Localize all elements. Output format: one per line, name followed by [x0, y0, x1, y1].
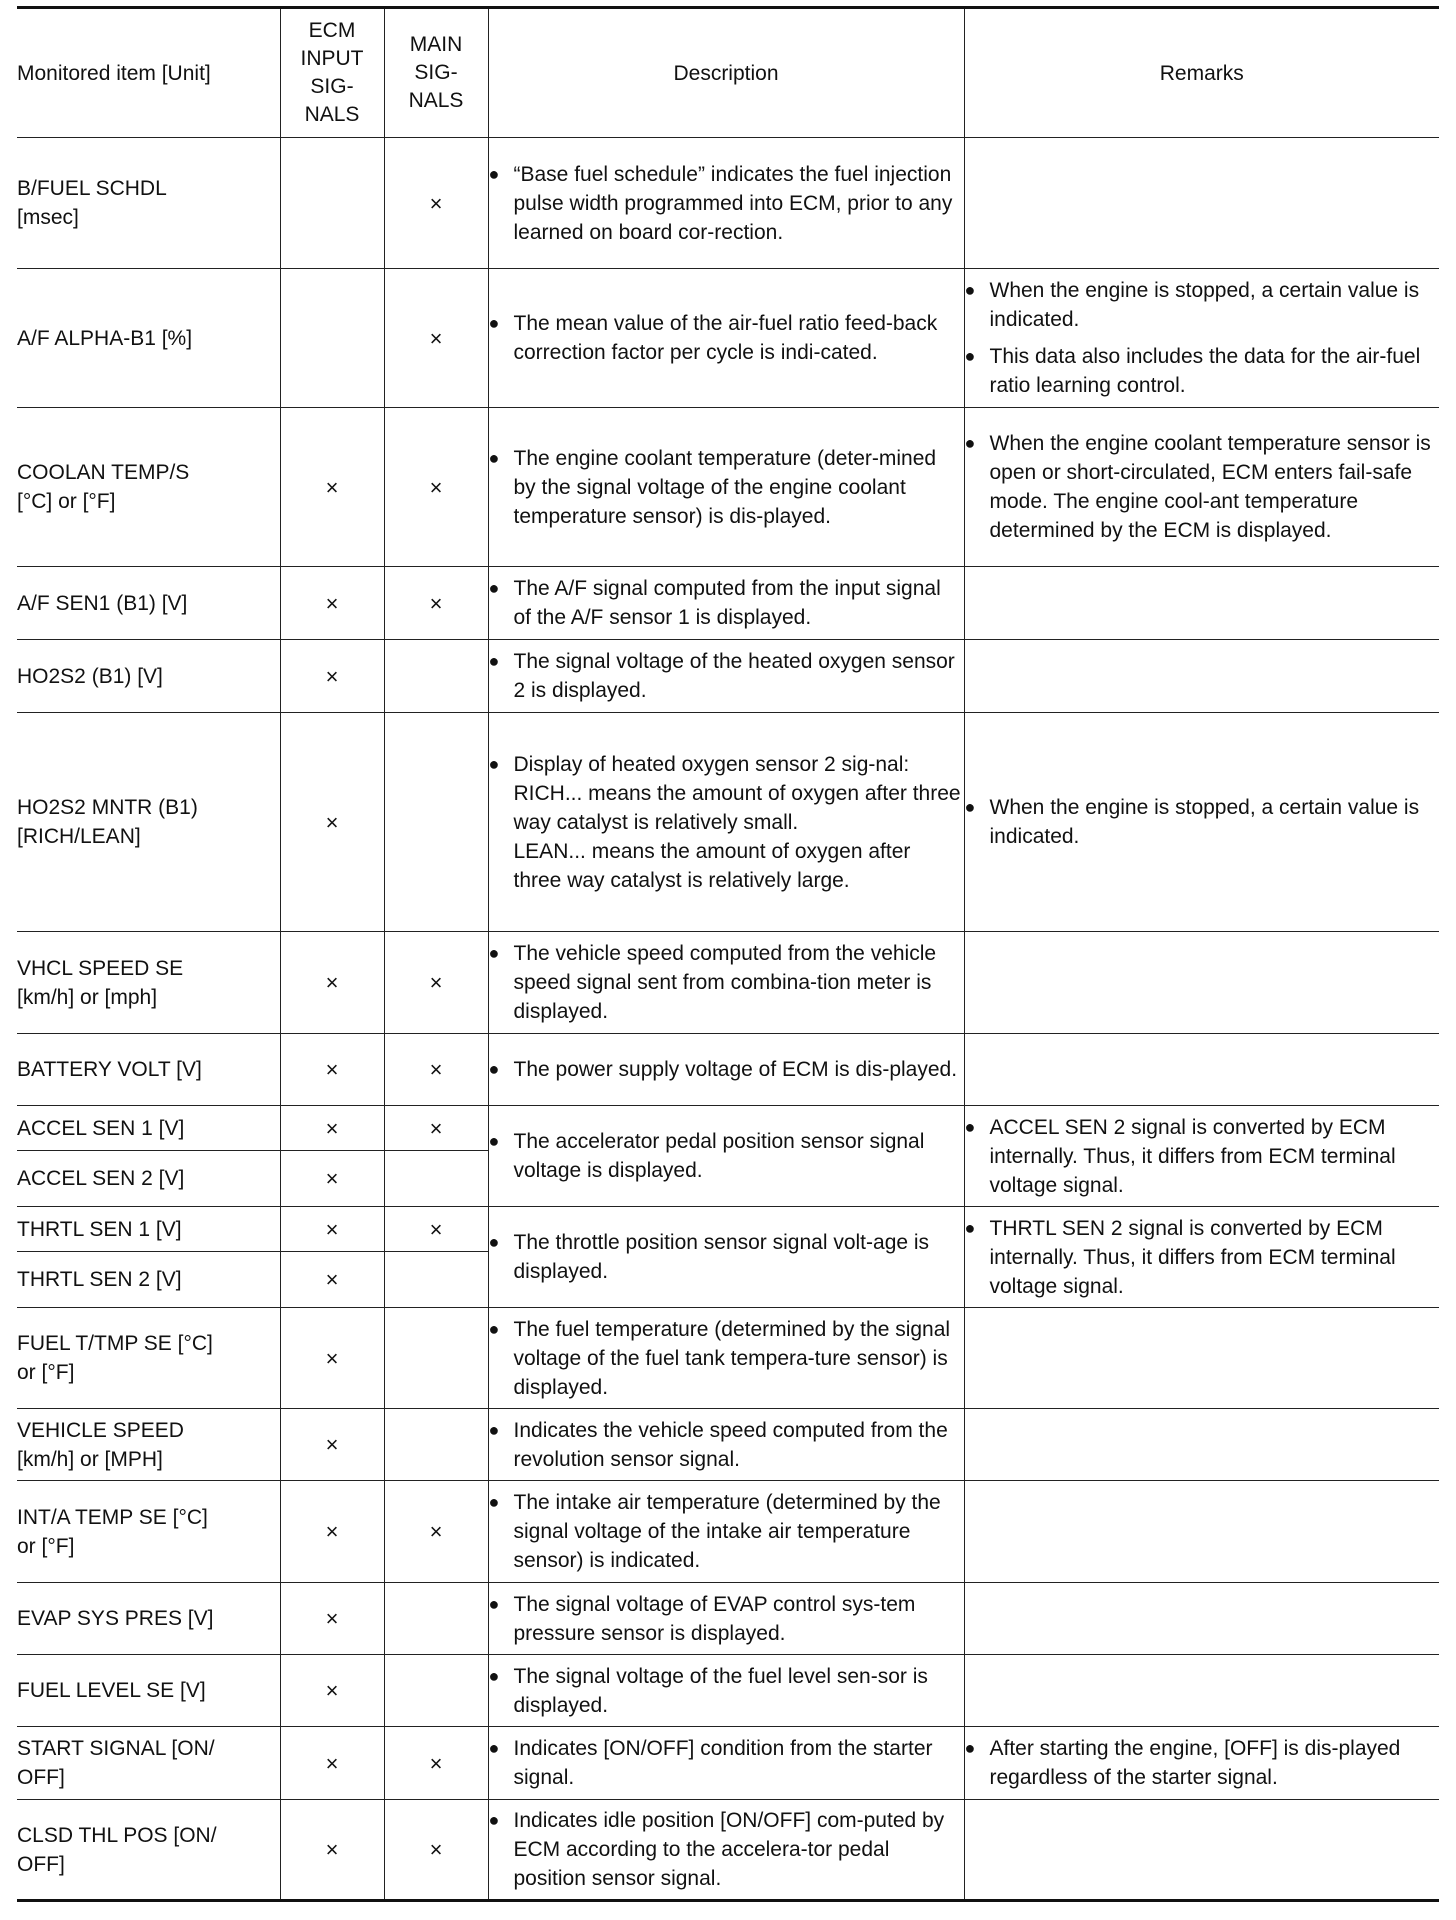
- table-row: [17, 640, 1439, 713]
- description-cell: [488, 713, 964, 932]
- ecm-input-mark: ×: [280, 408, 384, 567]
- item-name: THRTL SEN 1 [V]: [17, 1207, 280, 1252]
- table-row: [17, 1583, 1439, 1655]
- main-signal-mark: ×: [384, 1727, 488, 1800]
- remarks-cell: [964, 932, 1439, 1034]
- main-signal-mark: ×: [384, 1106, 488, 1151]
- description-text: The engine coolant temperature (deter-mined by the signal voltage of the engine coolant temperature sensor) is dis-played.: [513, 446, 937, 528]
- description-text: Indicates idle position [ON/OFF] com-puted by ECM according to the accelera-tor pedal position sensor signal.: [513, 1809, 945, 1890]
- bullet-icon: ●: [964, 1116, 976, 1137]
- table-row: [17, 1481, 1439, 1583]
- main-signal-mark: [384, 1252, 488, 1308]
- bullet-icon: ●: [488, 313, 500, 333]
- remarks-cell: [964, 408, 1439, 567]
- ecm-input-mark: ×: [280, 713, 384, 932]
- table-row: [17, 408, 1439, 567]
- table-row: [17, 713, 1439, 932]
- main-signal-mark: ×: [384, 1207, 488, 1252]
- ecm-input-mark: ×: [280, 1034, 384, 1106]
- bullet-icon: ●: [488, 651, 500, 671]
- main-signal-mark: ×: [384, 567, 488, 640]
- main-signal-mark: [384, 1409, 488, 1481]
- item-name: FUEL LEVEL SE [V]: [17, 1655, 280, 1727]
- item-name: FUEL T/TMP SE [°C] or [°F]: [17, 1308, 280, 1409]
- main-signal-mark: [384, 1655, 488, 1727]
- ecm-input-mark: ×: [280, 1106, 384, 1151]
- ecm-input-mark: ×: [280, 1655, 384, 1727]
- main-signal-mark: ×: [384, 408, 488, 567]
- remarks-cell: [964, 1655, 1439, 1727]
- ecm-input-mark: ×: [280, 1308, 384, 1409]
- item-name: HO2S2 MNTR (B1) [RICH/LEAN]: [17, 713, 280, 932]
- remarks-cell: [964, 1481, 1439, 1583]
- bullet-icon: ●: [488, 1059, 500, 1079]
- header-monitored-item: Monitored item [Unit]: [17, 8, 280, 138]
- main-signal-mark: ×: [384, 1481, 488, 1583]
- description-text: Display of heated oxygen sensor 2 sig-nal: RICH... means the amount of oxygen after three way catalyst is relatively small. LEAN... means the amount of oxygen after three way catalyst is relatively large.: [513, 752, 961, 892]
- ecm-input-mark: ×: [280, 567, 384, 640]
- description-text: The fuel temperature (determined by the signal voltage of the fuel tank tempera-ture sensor) is displayed.: [513, 1317, 951, 1399]
- table-row: [17, 1727, 1439, 1800]
- main-signal-mark: ×: [384, 138, 488, 269]
- item-name: INT/A TEMP SE [°C] or [°F]: [17, 1481, 280, 1583]
- table-row: [17, 567, 1439, 640]
- description-text: Indicates the vehicle speed computed from the revolution sensor signal.: [513, 1418, 948, 1471]
- ecm-input-mark: ×: [280, 1409, 384, 1481]
- bullet-icon: ●: [488, 753, 500, 774]
- monitored-items-table: [17, 6, 1439, 1902]
- item-name: A/F ALPHA-B1 [%]: [17, 269, 280, 408]
- ecm-input-mark: [280, 269, 384, 408]
- description-cell: [488, 1481, 964, 1583]
- bullet-icon: ●: [488, 1810, 500, 1830]
- ecm-input-mark: ×: [280, 1800, 384, 1901]
- remarks-text: ACCEL SEN 2 signal is converted by ECM internally. Thus, it differs from ECM terminal voltage signal.: [989, 1115, 1396, 1197]
- item-name: THRTL SEN 2 [V]: [17, 1252, 280, 1308]
- remarks-cell: [964, 640, 1439, 713]
- main-signal-mark: [384, 640, 488, 713]
- remarks-text: THRTL SEN 2 signal is converted by ECM internally. Thus, it differs from ECM terminal voltage signal.: [989, 1216, 1396, 1298]
- ecm-input-mark: ×: [280, 1207, 384, 1252]
- bullet-icon: ●: [488, 1492, 500, 1512]
- description-text: The signal voltage of EVAP control sys-tem pressure sensor is displayed.: [513, 1592, 916, 1645]
- table-row: [17, 1308, 1439, 1409]
- ecm-input-mark: ×: [280, 1727, 384, 1800]
- description-cell: [488, 567, 964, 640]
- table-row: [17, 932, 1439, 1034]
- main-signal-mark: [384, 1308, 488, 1409]
- bullet-icon: ●: [488, 163, 500, 184]
- table-row: [17, 1800, 1439, 1901]
- description-text: The power supply voltage of ECM is dis-played.: [513, 1058, 958, 1081]
- item-name: CLSD THL POS [ON/ OFF]: [17, 1800, 280, 1901]
- description-text: The accelerator pedal position sensor signal voltage is displayed.: [513, 1130, 925, 1182]
- bullet-icon: ●: [964, 1738, 976, 1758]
- description-cell: [488, 138, 964, 269]
- bullet-icon: ●: [488, 1593, 500, 1614]
- remarks-text: When the engine is stopped, a certain value is indicated.: [989, 796, 1420, 848]
- main-signal-mark: [384, 1151, 488, 1207]
- bullet-icon: ●: [488, 1131, 500, 1151]
- item-name: VEHICLE SPEED [km/h] or [MPH]: [17, 1409, 280, 1481]
- main-signal-mark: ×: [384, 932, 488, 1034]
- table-header-row: [17, 8, 1439, 138]
- bullet-icon: ●: [488, 943, 500, 963]
- bullet-icon: ●: [488, 578, 500, 598]
- bullet-icon: ●: [964, 433, 976, 453]
- table-row: [17, 1207, 1439, 1252]
- remarks-cell: [964, 1800, 1439, 1901]
- description-text: “Base fuel schedule” indicates the fuel injection pulse width programmed into ECM, prior to any learned on board cor-rection.: [513, 162, 953, 244]
- description-cell: [488, 269, 964, 408]
- table-row: [17, 1409, 1439, 1481]
- item-name: HO2S2 (B1) [V]: [17, 640, 280, 713]
- description-cell: [488, 1308, 964, 1409]
- description-text: The A/F signal computed from the input signal of the A/F sensor 1 is displayed.: [513, 577, 941, 629]
- item-name: EVAP SYS PRES [V]: [17, 1583, 280, 1655]
- bullet-icon: ●: [488, 1318, 500, 1339]
- remarks-text: After starting the engine, [OFF] is dis-played regardless of the starter signal.: [989, 1737, 1401, 1789]
- description-cell: [488, 1800, 964, 1901]
- description-text: The signal voltage of the heated oxygen sensor 2 is displayed.: [513, 650, 955, 702]
- remarks-cell: [964, 1583, 1439, 1655]
- item-name: VHCL SPEED SE [km/h] or [mph]: [17, 932, 280, 1034]
- description-cell: [488, 1583, 964, 1655]
- remarks-cell: [964, 138, 1439, 269]
- description-cell: [488, 932, 964, 1034]
- description-text: Indicates [ON/OFF] condition from the starter signal.: [513, 1737, 933, 1789]
- table-row: [17, 269, 1439, 408]
- table-row: [17, 138, 1439, 269]
- bullet-icon: ●: [964, 346, 976, 366]
- description-cell: [488, 1034, 964, 1106]
- remarks-cell: [964, 567, 1439, 640]
- main-signal-mark: [384, 713, 488, 932]
- item-name: ACCEL SEN 1 [V]: [17, 1106, 280, 1151]
- bullet-icon: ●: [488, 1738, 500, 1758]
- header-description: Description: [488, 8, 964, 138]
- header-remarks: Remarks: [964, 8, 1439, 138]
- description-cell: [488, 1409, 964, 1481]
- ecm-input-mark: ×: [280, 1583, 384, 1655]
- item-name: COOLAN TEMP/S [°C] or [°F]: [17, 408, 280, 567]
- ecm-input-mark: [280, 138, 384, 269]
- remarks-cell: [964, 1034, 1439, 1106]
- remarks-text: When the engine is stopped, a certain value is indicated.: [989, 279, 1420, 331]
- description-text: The vehicle speed computed from the vehicle speed signal sent from combina-tion meter is displayed.: [513, 942, 937, 1023]
- main-signal-mark: ×: [384, 1800, 488, 1901]
- table-row: [17, 1034, 1439, 1106]
- ecm-input-mark: ×: [280, 1481, 384, 1583]
- bullet-icon: ●: [964, 1217, 976, 1238]
- description-text: The signal voltage of the fuel level sen-sor is displayed.: [513, 1664, 928, 1717]
- remarks-cell: [964, 1207, 1439, 1308]
- bullet-icon: ●: [488, 1665, 500, 1686]
- item-name: ACCEL SEN 2 [V]: [17, 1151, 280, 1207]
- bullet-icon: ●: [964, 797, 976, 817]
- description-cell: [488, 1727, 964, 1800]
- description-cell: [488, 1207, 964, 1308]
- ecm-input-mark: ×: [280, 640, 384, 713]
- remarks-cell: [964, 1409, 1439, 1481]
- bullet-icon: ●: [488, 1232, 500, 1252]
- bullet-icon: ●: [964, 280, 976, 300]
- remarks-cell: [964, 713, 1439, 932]
- main-signal-mark: ×: [384, 1034, 488, 1106]
- table-row: [17, 1106, 1439, 1151]
- ecm-input-mark: ×: [280, 1252, 384, 1308]
- description-text: The throttle position sensor signal volt-age is displayed.: [513, 1231, 930, 1283]
- remarks-text: This data also includes the data for the air-fuel ratio learning control.: [989, 345, 1421, 397]
- table-row: [17, 1655, 1439, 1727]
- remarks-text: When the engine coolant temperature sensor is open or short-circulated, ECM enters fail-safe mode. The engine cool-ant temperature determined by the ECM is displayed.: [989, 432, 1431, 542]
- item-name: BATTERY VOLT [V]: [17, 1034, 280, 1106]
- main-signal-mark: [384, 1583, 488, 1655]
- description-cell: [488, 1655, 964, 1727]
- header-main-signals: MAIN SIG- NALS: [384, 8, 488, 138]
- remarks-cell: [964, 269, 1439, 408]
- item-name: B/FUEL SCHDL [msec]: [17, 138, 280, 269]
- description-text: The intake air temperature (determined by the signal voltage of the intake air temperature sensor) is indicated.: [513, 1491, 941, 1572]
- remarks-cell: [964, 1308, 1439, 1409]
- header-ecm-input-signals: ECM INPUT SIG- NALS: [280, 8, 384, 138]
- description-cell: [488, 1106, 964, 1207]
- main-signal-mark: ×: [384, 269, 488, 408]
- remarks-cell: [964, 1106, 1439, 1207]
- bullet-icon: ●: [488, 1419, 500, 1440]
- description-cell: [488, 408, 964, 567]
- bullet-icon: ●: [488, 447, 500, 468]
- remarks-cell: [964, 1727, 1439, 1800]
- ecm-input-mark: ×: [280, 932, 384, 1034]
- item-name: A/F SEN1 (B1) [V]: [17, 567, 280, 640]
- description-text: The mean value of the air-fuel ratio feed-back correction factor per cycle is indi-cated.: [513, 312, 938, 364]
- description-cell: [488, 640, 964, 713]
- ecm-input-mark: ×: [280, 1151, 384, 1207]
- item-name: START SIGNAL [ON/ OFF]: [17, 1727, 280, 1800]
